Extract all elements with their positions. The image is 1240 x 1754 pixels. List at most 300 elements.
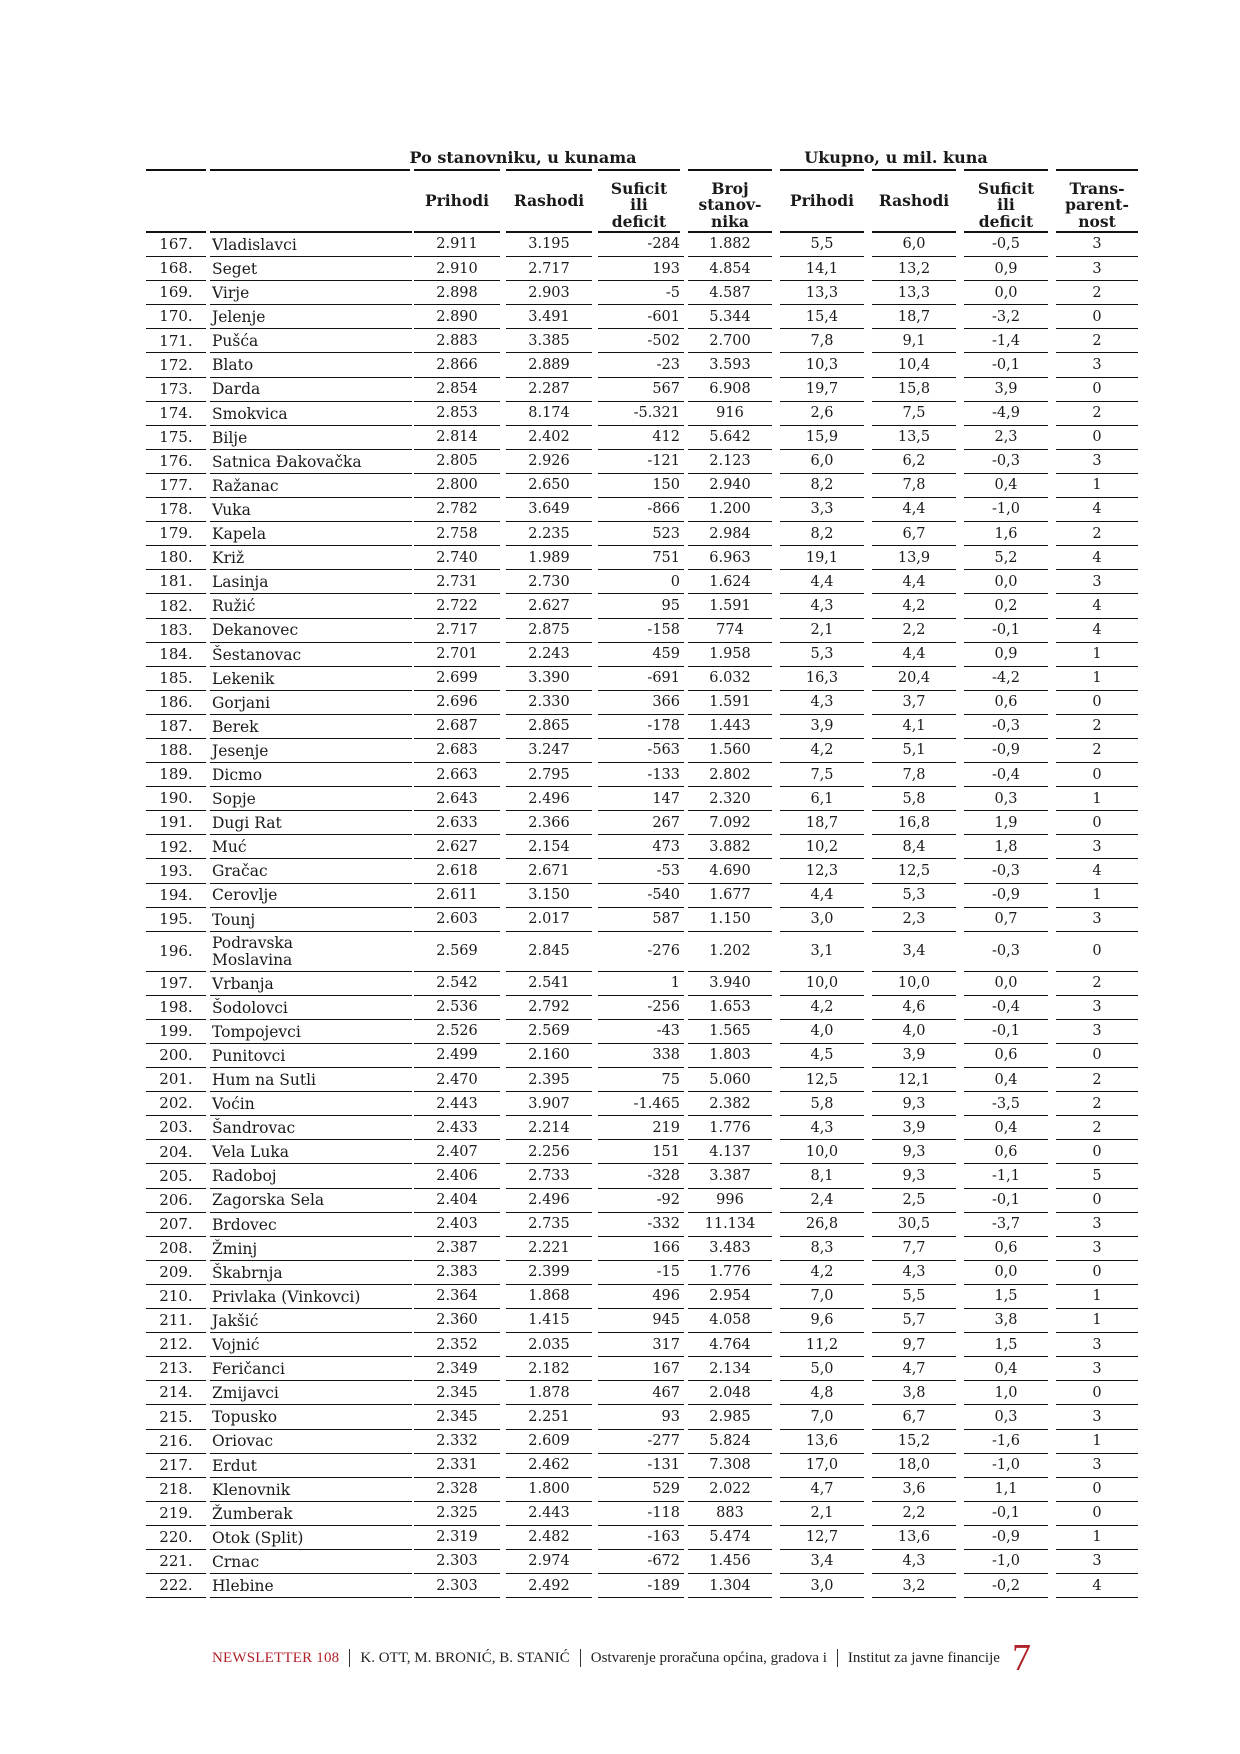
- cell-rank: 175.: [146, 426, 206, 450]
- cell-revenue-per-capita: 2.407: [414, 1140, 500, 1164]
- cell-expenditure-per-capita: 3.385: [506, 329, 592, 353]
- cell-revenue-total: 8,2: [780, 474, 864, 498]
- cell-name: Vrbanja: [210, 972, 412, 996]
- cell-revenue-total: 5,3: [780, 643, 864, 667]
- cell-revenue-total: 4,0: [780, 1020, 864, 1044]
- cell-expenditure-per-capita: 2.251: [506, 1405, 592, 1429]
- footer-divider: [349, 1649, 350, 1667]
- cell-balance-per-capita: 366: [598, 691, 684, 715]
- cell-rank: 174.: [146, 402, 206, 426]
- cell-balance-per-capita: 338: [598, 1044, 684, 1068]
- cell-expenditure-per-capita: 2.627: [506, 594, 592, 618]
- cell-expenditure-total: 5,1: [872, 739, 956, 763]
- cell-balance-per-capita: 945: [598, 1309, 684, 1333]
- cell-transparency: 1: [1056, 667, 1138, 691]
- cell-name: Seget: [210, 257, 412, 281]
- cell-revenue-total: 9,6: [780, 1309, 864, 1333]
- cell-balance-per-capita: 267: [598, 811, 684, 835]
- cell-expenditure-total: 13,6: [872, 1526, 956, 1550]
- cell-revenue-total: 7,5: [780, 763, 864, 787]
- cell-revenue-per-capita: 2.526: [414, 1020, 500, 1044]
- cell-balance-total: 1,0: [964, 1381, 1048, 1405]
- cell-revenue-per-capita: 2.883: [414, 329, 500, 353]
- cell-revenue-total: 4,5: [780, 1044, 864, 1068]
- cell-revenue-total: 6,0: [780, 450, 864, 474]
- cell-name: Kapela: [210, 522, 412, 546]
- footer-divider: [580, 1649, 581, 1667]
- cell-population: 6.963: [688, 546, 772, 570]
- cell-expenditure-total: 6,7: [872, 1405, 956, 1429]
- cell-balance-per-capita: 93: [598, 1405, 684, 1429]
- cell-name: Blato: [210, 353, 412, 377]
- cell-balance-per-capita: -178: [598, 715, 684, 739]
- cell-name: Privlaka (Vinkovci): [210, 1285, 412, 1309]
- cell-rank: 199.: [146, 1020, 206, 1044]
- cell-name: Feričanci: [210, 1357, 412, 1381]
- cell-revenue-total: 2,4: [780, 1189, 864, 1213]
- col-header-population-line: nika: [711, 211, 749, 231]
- cell-balance-total: 0,0: [964, 570, 1048, 594]
- group-header-per-capita: Po stanovniku, u kunama: [409, 148, 637, 167]
- cell-expenditure-per-capita: 3.195: [506, 233, 592, 257]
- cell-revenue-per-capita: 2.683: [414, 739, 500, 763]
- cell-name: Dugi Rat: [210, 811, 412, 835]
- cell-name: Cerovlje: [210, 884, 412, 908]
- cell-balance-total: 0,9: [964, 643, 1048, 667]
- cell-transparency: 3: [1056, 450, 1138, 474]
- cell-transparency: 3: [1056, 353, 1138, 377]
- cell-expenditure-per-capita: 2.974: [506, 1550, 592, 1574]
- cell-revenue-total: 4,4: [780, 570, 864, 594]
- cell-transparency: 2: [1056, 1116, 1138, 1140]
- cell-population: 1.202: [688, 932, 772, 972]
- col-header-transparency-line: parent-: [1065, 195, 1129, 215]
- cell-name: Tompojevci: [210, 1020, 412, 1044]
- cell-rank: 215.: [146, 1405, 206, 1429]
- cell-revenue-per-capita: 2.364: [414, 1285, 500, 1309]
- col-header-expenditure-per-capita: Rashodi: [506, 170, 592, 233]
- cell-expenditure-per-capita: 1.989: [506, 546, 592, 570]
- cell-revenue-per-capita: 2.387: [414, 1237, 500, 1261]
- cell-population: 996: [688, 1189, 772, 1213]
- cell-transparency: 3: [1056, 1357, 1138, 1381]
- cell-revenue-per-capita: 2.717: [414, 619, 500, 643]
- cell-name: Darda: [210, 378, 412, 402]
- cell-expenditure-per-capita: 2.795: [506, 763, 592, 787]
- cell-expenditure-total: 3,4: [872, 932, 956, 972]
- cell-transparency: 2: [1056, 329, 1138, 353]
- cell-balance-per-capita: -131: [598, 1454, 684, 1478]
- cell-expenditure-per-capita: 2.541: [506, 972, 592, 996]
- cell-expenditure-per-capita: 1.800: [506, 1478, 592, 1502]
- cell-expenditure-per-capita: 2.735: [506, 1213, 592, 1237]
- cell-balance-total: -0,9: [964, 1526, 1048, 1550]
- cell-population: 6.032: [688, 667, 772, 691]
- cell-population: 1.565: [688, 1020, 772, 1044]
- cell-balance-per-capita: 75: [598, 1068, 684, 1092]
- cell-revenue-total: 4,8: [780, 1381, 864, 1405]
- cell-expenditure-total: 20,4: [872, 667, 956, 691]
- cell-population: 2.984: [688, 522, 772, 546]
- cell-expenditure-per-capita: 2.182: [506, 1357, 592, 1381]
- cell-transparency: 3: [1056, 570, 1138, 594]
- cell-expenditure-per-capita: 2.482: [506, 1526, 592, 1550]
- cell-revenue-total: 4,4: [780, 884, 864, 908]
- cell-revenue-per-capita: 2.404: [414, 1189, 500, 1213]
- cell-revenue-per-capita: 2.800: [414, 474, 500, 498]
- cell-population: 1.591: [688, 691, 772, 715]
- cell-revenue-total: 18,7: [780, 811, 864, 835]
- cell-transparency: 2: [1056, 1068, 1138, 1092]
- cell-population: 7.092: [688, 811, 772, 835]
- cell-revenue-per-capita: 2.403: [414, 1213, 500, 1237]
- cell-population: 1.591: [688, 594, 772, 618]
- cell-balance-total: 5,2: [964, 546, 1048, 570]
- cell-balance-per-capita: 459: [598, 643, 684, 667]
- cell-balance-total: 0,4: [964, 1357, 1048, 1381]
- cell-balance-total: 1,5: [964, 1285, 1048, 1309]
- cell-rank: 206.: [146, 1189, 206, 1213]
- cell-rank: 192.: [146, 835, 206, 859]
- cell-revenue-total: 3,0: [780, 1574, 864, 1598]
- cell-balance-total: -1,1: [964, 1164, 1048, 1188]
- col-header-transparency: [1056, 170, 1138, 233]
- cell-name: Šandrovac: [210, 1116, 412, 1140]
- cell-population: 7.308: [688, 1454, 772, 1478]
- cell-expenditure-total: 15,2: [872, 1430, 956, 1454]
- cell-balance-total: -0,9: [964, 739, 1048, 763]
- cell-balance-per-capita: 751: [598, 546, 684, 570]
- cell-expenditure-per-capita: 3.247: [506, 739, 592, 763]
- cell-transparency: 4: [1056, 594, 1138, 618]
- cell-balance-total: 1,9: [964, 811, 1048, 835]
- cell-expenditure-per-capita: 1.868: [506, 1285, 592, 1309]
- cell-revenue-total: 5,5: [780, 233, 864, 257]
- cell-rank: 167.: [146, 233, 206, 257]
- cell-population: 5.060: [688, 1068, 772, 1092]
- cell-balance-total: -0,3: [964, 932, 1048, 972]
- cell-balance-per-capita: -284: [598, 233, 684, 257]
- cell-transparency: 2: [1056, 715, 1138, 739]
- cell-transparency: 1: [1056, 1309, 1138, 1333]
- cell-transparency: 2: [1056, 522, 1138, 546]
- cell-name: Škabrnja: [210, 1261, 412, 1285]
- cell-name: Bilje: [210, 426, 412, 450]
- cell-balance-per-capita: 95: [598, 594, 684, 618]
- cell-expenditure-per-capita: 3.907: [506, 1092, 592, 1116]
- cell-revenue-total: 7,0: [780, 1405, 864, 1429]
- cell-expenditure-total: 18,7: [872, 305, 956, 329]
- cell-name: Otok (Split): [210, 1526, 412, 1550]
- cell-revenue-per-capita: 2.854: [414, 378, 500, 402]
- cell-expenditure-per-capita: 2.399: [506, 1261, 592, 1285]
- col-header-balance-pc-line: deficit: [611, 211, 667, 231]
- cell-expenditure-total: 16,8: [872, 811, 956, 835]
- cell-balance-total: -3,5: [964, 1092, 1048, 1116]
- cell-revenue-per-capita: 2.536: [414, 996, 500, 1020]
- cell-rank: 180.: [146, 546, 206, 570]
- cell-population: 2.134: [688, 1357, 772, 1381]
- cell-name: Lekenik: [210, 667, 412, 691]
- cell-balance-per-capita: -43: [598, 1020, 684, 1044]
- cell-expenditure-per-capita: 2.492: [506, 1574, 592, 1598]
- cell-rank: 197.: [146, 972, 206, 996]
- cell-revenue-per-capita: 2.696: [414, 691, 500, 715]
- cell-expenditure-per-capita: 2.733: [506, 1164, 592, 1188]
- cell-transparency: 3: [1056, 908, 1138, 932]
- cell-rank: 169.: [146, 281, 206, 305]
- col-header-balance-pc-line: Suficit: [610, 179, 668, 199]
- cell-balance-total: 3,9: [964, 378, 1048, 402]
- cell-expenditure-per-capita: 2.650: [506, 474, 592, 498]
- cell-population: 1.776: [688, 1261, 772, 1285]
- group-header-row: [0, 148, 1240, 170]
- cell-revenue-total: 19,1: [780, 546, 864, 570]
- cell-rank: 202.: [146, 1092, 206, 1116]
- col-header-revenue-per-capita: Prihodi: [414, 170, 500, 233]
- cell-name: Vela Luka: [210, 1140, 412, 1164]
- footer-divider: [837, 1649, 838, 1667]
- cell-expenditure-total: 13,5: [872, 426, 956, 450]
- cell-revenue-total: 5,0: [780, 1357, 864, 1381]
- cell-revenue-per-capita: 2.758: [414, 522, 500, 546]
- cell-transparency: 0: [1056, 811, 1138, 835]
- cell-balance-total: 2,3: [964, 426, 1048, 450]
- cell-name: Ružić: [210, 594, 412, 618]
- cell-revenue-total: 4,2: [780, 739, 864, 763]
- cell-expenditure-per-capita: 2.903: [506, 281, 592, 305]
- cell-name-line: Moslavina: [212, 950, 293, 969]
- cell-population: 3.940: [688, 972, 772, 996]
- cell-balance-total: 0,0: [964, 1261, 1048, 1285]
- cell-population: 1.624: [688, 570, 772, 594]
- cell-balance-per-capita: -92: [598, 1189, 684, 1213]
- cell-population: 1.304: [688, 1574, 772, 1598]
- cell-transparency: 1: [1056, 1430, 1138, 1454]
- cell-revenue-per-capita: 2.911: [414, 233, 500, 257]
- cell-expenditure-total: 13,9: [872, 546, 956, 570]
- cell-transparency: 0: [1056, 1140, 1138, 1164]
- cell-balance-total: 0,6: [964, 1044, 1048, 1068]
- cell-expenditure-total: 3,9: [872, 1044, 956, 1068]
- cell-expenditure-per-capita: 3.390: [506, 667, 592, 691]
- cell-balance-total: 1,1: [964, 1478, 1048, 1502]
- cell-rank: 179.: [146, 522, 206, 546]
- cell-revenue-total: 17,0: [780, 1454, 864, 1478]
- col-header-balance-total-line: ili: [997, 195, 1015, 215]
- cell-expenditure-total: 2,5: [872, 1189, 956, 1213]
- cell-balance-total: -0,4: [964, 996, 1048, 1020]
- cell-balance-per-capita: 219: [598, 1116, 684, 1140]
- cell-expenditure-total: 3,6: [872, 1478, 956, 1502]
- cell-transparency: 4: [1056, 498, 1138, 522]
- cell-expenditure-per-capita: 2.214: [506, 1116, 592, 1140]
- cell-rank: 195.: [146, 908, 206, 932]
- cell-population: 1.958: [688, 643, 772, 667]
- cell-balance-total: 0,2: [964, 594, 1048, 618]
- cell-name: Smokvica: [210, 402, 412, 426]
- cell-revenue-per-capita: 2.910: [414, 257, 500, 281]
- cell-name: Šestanovac: [210, 643, 412, 667]
- cell-expenditure-total: 4,1: [872, 715, 956, 739]
- cell-population: 3.483: [688, 1237, 772, 1261]
- cell-name: Jelenje: [210, 305, 412, 329]
- cell-revenue-total: 4,3: [780, 594, 864, 618]
- cell-balance-per-capita: 412: [598, 426, 684, 450]
- cell-revenue-per-capita: 2.618: [414, 859, 500, 883]
- cell-expenditure-total: 5,8: [872, 787, 956, 811]
- cell-balance-per-capita: -866: [598, 498, 684, 522]
- cell-population: 6.908: [688, 378, 772, 402]
- cell-balance-per-capita: 151: [598, 1140, 684, 1164]
- cell-revenue-per-capita: 2.701: [414, 643, 500, 667]
- cell-balance-total: -0,9: [964, 884, 1048, 908]
- cell-revenue-per-capita: 2.643: [414, 787, 500, 811]
- cell-expenditure-per-capita: 2.671: [506, 859, 592, 883]
- cell-revenue-total: 10,3: [780, 353, 864, 377]
- cell-balance-per-capita: -601: [598, 305, 684, 329]
- cell-expenditure-per-capita: 2.865: [506, 715, 592, 739]
- cell-balance-total: 0,0: [964, 281, 1048, 305]
- cell-expenditure-per-capita: 2.235: [506, 522, 592, 546]
- cell-expenditure-total: 4,2: [872, 594, 956, 618]
- cell-rank: 176.: [146, 450, 206, 474]
- cell-expenditure-per-capita: 2.875: [506, 619, 592, 643]
- cell-transparency: 4: [1056, 619, 1138, 643]
- cell-transparency: 0: [1056, 763, 1138, 787]
- cell-expenditure-per-capita: 2.792: [506, 996, 592, 1020]
- cell-revenue-per-capita: 2.325: [414, 1502, 500, 1526]
- cell-revenue-total: 10,2: [780, 835, 864, 859]
- col-header-balance-per-capita: [598, 170, 680, 233]
- cell-expenditure-total: 13,3: [872, 281, 956, 305]
- cell-population: 1.776: [688, 1116, 772, 1140]
- cell-balance-per-capita: 567: [598, 378, 684, 402]
- cell-expenditure-total: 3,9: [872, 1116, 956, 1140]
- cell-balance-per-capita: 587: [598, 908, 684, 932]
- cell-transparency: 2: [1056, 739, 1138, 763]
- cell-rank: 220.: [146, 1526, 206, 1550]
- cell-expenditure-total: 3,7: [872, 691, 956, 715]
- cell-name: Hlebine: [210, 1574, 412, 1598]
- cell-name: Jakšić: [210, 1309, 412, 1333]
- cell-balance-per-capita: -1.465: [598, 1092, 684, 1116]
- cell-transparency: 0: [1056, 1478, 1138, 1502]
- cell-rank: 213.: [146, 1357, 206, 1381]
- cell-revenue-per-capita: 2.470: [414, 1068, 500, 1092]
- col-header-balance-total: [964, 170, 1048, 233]
- cell-revenue-per-capita: 2.542: [414, 972, 500, 996]
- cell-revenue-per-capita: 2.699: [414, 667, 500, 691]
- cell-expenditure-total: 2,2: [872, 1502, 956, 1526]
- cell-transparency: 1: [1056, 1285, 1138, 1309]
- cell-balance-total: -0,3: [964, 715, 1048, 739]
- cell-name: [210, 932, 412, 972]
- col-header-population-line: Broj: [711, 179, 749, 199]
- cell-expenditure-per-capita: 3.649: [506, 498, 592, 522]
- cell-expenditure-total: 2,2: [872, 619, 956, 643]
- cell-name: Križ: [210, 546, 412, 570]
- cell-expenditure-per-capita: 2.395: [506, 1068, 592, 1092]
- cell-name: Lasinja: [210, 570, 412, 594]
- cell-revenue-total: 8,1: [780, 1164, 864, 1188]
- cell-rank: 191.: [146, 811, 206, 835]
- cell-population: 2.954: [688, 1285, 772, 1309]
- cell-balance-total: -0,1: [964, 619, 1048, 643]
- cell-transparency: 0: [1056, 691, 1138, 715]
- cell-transparency: 1: [1056, 787, 1138, 811]
- cell-balance-per-capita: -563: [598, 739, 684, 763]
- cell-population: 5.642: [688, 426, 772, 450]
- cell-balance-per-capita: -53: [598, 859, 684, 883]
- cell-revenue-total: 13,3: [780, 281, 864, 305]
- footer-authors: K. OTT, M. BRONIĆ, B. STANIĆ: [360, 1649, 570, 1666]
- cell-rank: 212.: [146, 1333, 206, 1357]
- cell-name: Radoboj: [210, 1164, 412, 1188]
- cell-expenditure-per-capita: 2.730: [506, 570, 592, 594]
- cell-revenue-per-capita: 2.328: [414, 1478, 500, 1502]
- cell-transparency: 3: [1056, 233, 1138, 257]
- cell-revenue-per-capita: 2.303: [414, 1574, 500, 1598]
- cell-rank: 171.: [146, 329, 206, 353]
- cell-revenue-per-capita: 2.782: [414, 498, 500, 522]
- cell-name: Crnac: [210, 1550, 412, 1574]
- col-header-balance-pc-line: ili: [630, 195, 648, 215]
- cell-expenditure-total: 30,5: [872, 1213, 956, 1237]
- cell-transparency: 3: [1056, 1237, 1138, 1261]
- cell-balance-per-capita: -15: [598, 1261, 684, 1285]
- cell-rank: 182.: [146, 594, 206, 618]
- cell-revenue-per-capita: 2.406: [414, 1164, 500, 1188]
- cell-balance-total: -0,4: [964, 763, 1048, 787]
- cell-expenditure-total: 4,3: [872, 1550, 956, 1574]
- cell-population: 1.803: [688, 1044, 772, 1068]
- cell-balance-total: 1,6: [964, 522, 1048, 546]
- cell-balance-total: 3,8: [964, 1309, 1048, 1333]
- cell-transparency: 2: [1056, 402, 1138, 426]
- cell-balance-per-capita: 523: [598, 522, 684, 546]
- cell-transparency: 1: [1056, 884, 1138, 908]
- cell-balance-total: -0,5: [964, 233, 1048, 257]
- cell-revenue-total: 6,1: [780, 787, 864, 811]
- cell-balance-total: -0,3: [964, 450, 1048, 474]
- cell-expenditure-per-capita: 2.496: [506, 1189, 592, 1213]
- cell-revenue-per-capita: 2.633: [414, 811, 500, 835]
- cell-revenue-per-capita: 2.603: [414, 908, 500, 932]
- cell-revenue-total: 3,3: [780, 498, 864, 522]
- cell-revenue-per-capita: 2.349: [414, 1357, 500, 1381]
- cell-expenditure-total: 6,0: [872, 233, 956, 257]
- cell-revenue-total: 12,5: [780, 1068, 864, 1092]
- cell-revenue-per-capita: 2.345: [414, 1381, 500, 1405]
- cell-revenue-per-capita: 2.499: [414, 1044, 500, 1068]
- cell-name: Ražanac: [210, 474, 412, 498]
- cell-transparency: 1: [1056, 643, 1138, 667]
- cell-expenditure-per-capita: 2.035: [506, 1333, 592, 1357]
- cell-expenditure-total: 9,1: [872, 329, 956, 353]
- cell-transparency: 2: [1056, 972, 1138, 996]
- cell-rank: 204.: [146, 1140, 206, 1164]
- cell-balance-per-capita: -5: [598, 281, 684, 305]
- cell-expenditure-per-capita: 2.256: [506, 1140, 592, 1164]
- cell-expenditure-per-capita: 2.243: [506, 643, 592, 667]
- footer-title: Ostvarenje proračuna općina, gradova i: [590, 1649, 827, 1666]
- cell-revenue-total: 11,2: [780, 1333, 864, 1357]
- cell-balance-total: -0,3: [964, 859, 1048, 883]
- cell-expenditure-total: 15,8: [872, 378, 956, 402]
- cell-balance-per-capita: -691: [598, 667, 684, 691]
- cell-rank: 198.: [146, 996, 206, 1020]
